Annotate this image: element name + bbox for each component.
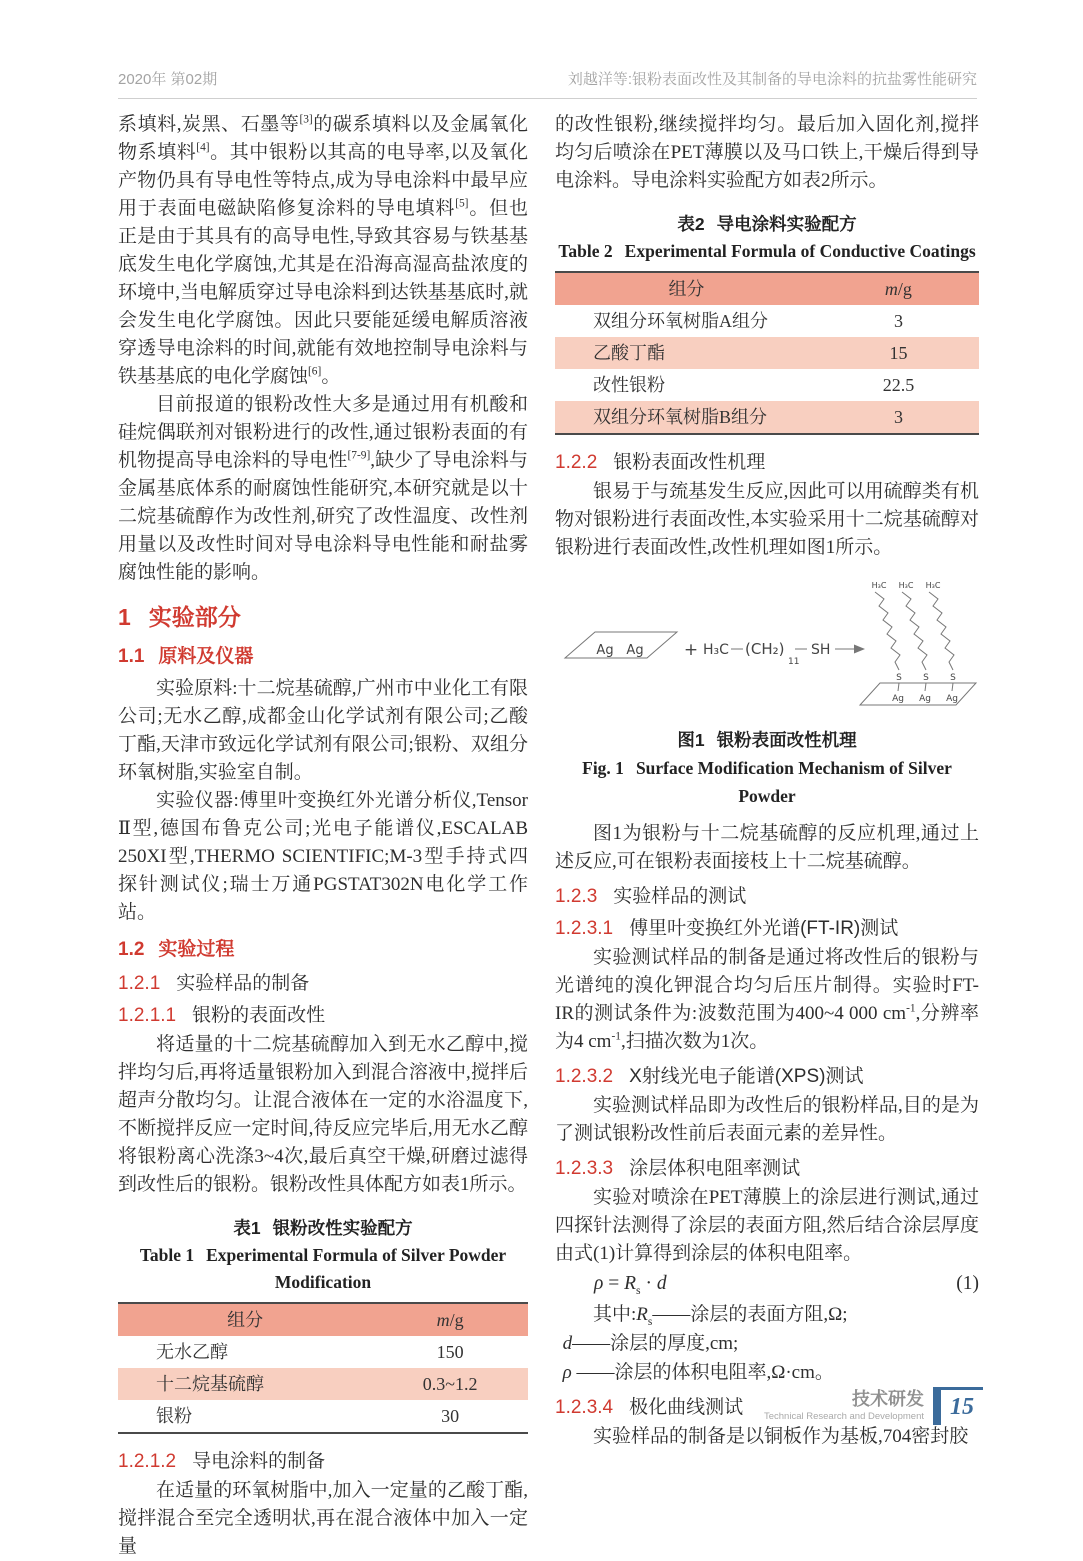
footer-label-en: Technical Research and Development: [763, 1411, 924, 1422]
issue-label: 2020年 第02期: [118, 71, 218, 88]
paragraph-materials: 实验原料:十二烷基硫醇,广州市中业化工有限公司;无水乙醇,成都金山化学试剂有限公司;乙酸丁酯,天津市致远化学试剂有限公司;银粉、双组分环氧树脂,实验室自制。: [118, 678, 528, 783]
figure1-scheme: [557, 574, 977, 716]
equation-1: [555, 1268, 979, 1300]
ch2-subscript: 11: [788, 657, 800, 667]
page-footer: [764, 1389, 983, 1425]
table1-caption: [118, 1215, 528, 1296]
cell-component: 银粉: [156, 1406, 192, 1426]
section-title: 极化曲线测试: [629, 1397, 744, 1418]
ag-label: Ag: [892, 694, 904, 704]
table1-header-row: [118, 1303, 528, 1336]
table-row: [118, 1336, 528, 1368]
section-heading-1-2-3: [555, 881, 979, 908]
right-column: [555, 111, 979, 1561]
section-heading-1-2-3-1: [555, 913, 979, 940]
table-row: [555, 305, 979, 337]
section-number: 1.2.1: [118, 973, 161, 994]
two-column-layout: [118, 99, 977, 1561]
figure1-caption-en: Fig. 1 Surface Modification Mechanism of Silver Powder: [582, 758, 952, 806]
cell-component: 无水乙醇: [156, 1342, 228, 1362]
section-number: 1.2.1.1: [118, 1005, 177, 1026]
footer-section-label: [764, 1389, 924, 1422]
left-column: [118, 111, 528, 1561]
paragraph-modification-mechanism: 银易于与巯基发生反应,因此可以用硫醇类有机物对银粉进行表面改性,本实验采用十二烷基硫醇对银粉进行表面改性,改性机理如图1所示。: [555, 481, 979, 558]
section-heading-1-2: [118, 934, 528, 961]
table2-caption: [555, 211, 979, 265]
figure1: [555, 574, 979, 810]
section-heading-1: [118, 599, 528, 632]
definition-rs: 其中$:R_s——$涂层的表面方阻,Ω;: [593, 1304, 848, 1328]
table2-col-mass: m/g: [818, 272, 979, 305]
table-row: [118, 1400, 528, 1433]
ch2-group-label: (CH₂): [745, 640, 785, 658]
sh-label: SH: [811, 642, 831, 658]
h3c-label: H₃C: [925, 581, 941, 590]
arrow-icon: [854, 645, 865, 654]
section-heading-1-2-3-3: [555, 1153, 979, 1180]
table-row: [118, 1368, 528, 1400]
table2-caption-zh: 表2 导电涂料实验配方: [677, 214, 857, 234]
h3c-label: H₃C: [703, 642, 729, 658]
section-number: 1.1: [118, 646, 145, 667]
table1-caption-en: Table 1 Experimental Formula of Silver Powder Modification: [139, 1245, 507, 1292]
section-number: 1.2: [118, 939, 145, 960]
table1-caption-zh: 表1 银粉改性实验配方: [233, 1218, 413, 1238]
ag-label: Ag: [919, 694, 931, 704]
section-title: 银粉的表面改性: [192, 1005, 326, 1026]
equation-expression: $\rho = R_s \cdot d$: [594, 1273, 667, 1297]
section-title: 傅里叶变换红外光谱(FT-IR)测试: [629, 918, 899, 939]
page-header: [118, 68, 977, 99]
figure1-caption-zh: 图1 银粉表面改性机理: [677, 730, 857, 750]
paragraph-resistivity: 实验对喷涂在PET薄膜上的涂层进行测试,通过四探针法测得了涂层的表面方阻,然后结合涂层厚度由式(1)计算得到涂层的体积电阻率。: [555, 1187, 979, 1264]
table1-col-mass: m/g: [372, 1303, 528, 1336]
section-title: 实验过程: [158, 939, 235, 960]
cell-mass: 3: [893, 407, 903, 427]
section-title: 银粉表面改性机理: [613, 452, 766, 473]
section-heading-1-1: [118, 641, 528, 668]
cell-component: 双组分环氧树脂A组分: [593, 311, 768, 331]
cell-mass: 22.5: [882, 375, 915, 395]
table2-col-component: 组分: [555, 272, 818, 305]
cell-mass: 30: [441, 1406, 460, 1426]
paragraph-coating-prep: 在适量的环氧树脂中,加入一定量的乙酸丁酯,搅拌混合至完全透明状,再在混合液体中加入一定量: [118, 1480, 528, 1557]
paragraph-instruments: 实验仪器:傅里叶变换红外光谱分析仪,Tensor Ⅱ型,德国布鲁克公司;光电子能谱仪,ESCALAB 250XI型,THERMO SCIENTIFIC;M-3型手持式四探针测试仪;瑞士万通PGSTAT302N电化学工作站。: [118, 790, 528, 923]
section-title: 实验部分: [148, 604, 241, 630]
section-number: 1.2.3.3: [555, 1158, 614, 1179]
footer-label-zh: 技术研发: [852, 1389, 924, 1409]
table2: [555, 271, 979, 435]
paragraph-intro-continued: 系填料,炭黑、石墨等[3]的碳系填料以及金属氧化物系填料[4]。其中银粉以其高的电导率,以及氧化产物仍具有导电性等特点,成为导电涂料中最早应用于表面电磁缺陷修复涂料的导电填料[5]。但也正是由于其具有的高导电性,导致其容易与铁基基底发生电化学腐蚀,尤其是在沿海高湿高盐浓度的环境中,当电解质穿过导电涂料到达铁基基底时,就会发生电化学腐蚀。因此只要能延缓电解质溶液穿透导电涂料的时间,就能有效地控制导电涂料与铁基基底的电化学腐蚀[6]。: [118, 113, 528, 387]
section-title: X射线光电子能谱(XPS)测试: [629, 1066, 864, 1087]
section-title: 原料及仪器: [158, 646, 254, 667]
paragraph-xps: 实验测试样品即为改性后的银粉样品,目的是为了测试银粉改性前后表面元素的差异性。: [555, 1095, 979, 1144]
sulfur-label: S: [950, 673, 956, 683]
paragraph-ftir: 实验测试样品的制备是通过将改性后的银粉与光谱纯的溴化钾混合均匀后压片制得。实验时FT-IR的测试条件为:波数范围为400~4 000 $cm^{-1}$,分辨率为4 $cm^{-1}$,扫描次数为1次。: [555, 947, 979, 1052]
section-number: 1.2.3.4: [555, 1397, 614, 1418]
ag-label: Ag: [596, 643, 614, 658]
section-number: 1: [118, 604, 131, 630]
cell-mass: 3: [893, 311, 903, 331]
section-heading-1-2-1-2: [118, 1446, 528, 1473]
section-title: 实验样品的制备: [176, 973, 310, 994]
cell-mass: 0.3~1.2: [422, 1374, 478, 1394]
definition-rho: ρ ——涂层的体积电阻率,Ω·cm。: [562, 1362, 834, 1383]
section-number: 1.2.3.2: [555, 1066, 614, 1087]
section-title: 涂层体积电阻率测试: [629, 1158, 801, 1179]
running-title: 刘越洋等:银粉表面改性及其制备的导电涂料的抗盐雾性能研究: [567, 71, 977, 88]
cell-mass: 150: [436, 1342, 464, 1362]
table2-caption-en: Table 2 Experimental Formula of Conductive Coatings: [558, 241, 976, 261]
h3c-label: H₃C: [871, 581, 887, 590]
section-title: 实验样品的测试: [613, 886, 747, 907]
figure1-caption: [555, 726, 979, 810]
section-title: 导电涂料的制备: [192, 1451, 326, 1472]
cell-component: 十二烷基硫醇: [156, 1374, 264, 1394]
table1-col-component: 组分: [118, 1303, 372, 1336]
h3c-label: H₃C: [898, 581, 914, 590]
page-number: 15: [950, 1394, 974, 1420]
table-row: [555, 337, 979, 369]
ag-label: Ag: [626, 643, 644, 658]
table1: [118, 1302, 528, 1434]
section-number: 1.2.3: [555, 886, 598, 907]
cell-mass: 15: [889, 343, 908, 363]
sulfur-label: S: [923, 673, 929, 683]
cell-component: 改性银粉: [593, 375, 665, 395]
paragraph-coating-prep-continued: 的改性银粉,继续搅拌均匀。最后加入固化剂,搅拌均匀后喷涂在PET薄膜以及马口铁上,干燥后得到导电涂料。导电涂料实验配方如表2所示。: [555, 114, 979, 191]
cell-component: 乙酸丁酯: [593, 343, 665, 363]
section-heading-1-2-1-1: [118, 1000, 528, 1027]
section-heading-1-2-1: [118, 968, 528, 995]
paragraph-polarization: 实验样品的制备是以铜板作为基板,704密封胶: [593, 1426, 969, 1447]
ag-label: Ag: [946, 694, 958, 704]
table-row: [555, 401, 979, 434]
paragraph-silver-modification: 将适量的十二烷基硫醇加入到无水乙醇中,搅拌均匀后,再将适量银粉加入到混合溶液中,搅拌后超声分散均匀。让混合液体在一定的水浴温度下,不断搅拌反应一定时间,待反应完毕后,用无水乙醇将银粉离心洗涤3~4次,最后真空干燥,研磨过滤得到改性后的银粉。银粉改性具体配方如表1所示。: [118, 1034, 528, 1195]
section-number: 1.2.3.1: [555, 918, 614, 939]
definition-d: d——涂层的厚度,cm;: [562, 1333, 739, 1354]
plus-sign: +: [683, 640, 699, 660]
sulfur-label: S: [896, 673, 902, 683]
section-number: 1.2.1.2: [118, 1451, 177, 1472]
table-row: [555, 369, 979, 401]
cell-component: 双组分环氧树脂B组分: [593, 407, 768, 427]
paragraph-intro-2: 目前报道的银粉改性大多是通过用有机酸和硅烷偶联剂对银粉进行的改性,通过银粉表面的有机物提高导电涂料的导电性[7-9],缺少了导电涂料与金属基底体系的耐腐蚀性能研究,本研究就是以十二烷基硫醇作为改性剂,研究了改性温度、改性剂用量以及改性时间对导电涂料导电性能和耐盐雾腐蚀性能的影响。: [118, 394, 528, 583]
section-heading-1-2-2: [555, 447, 979, 474]
equation-number: (1): [956, 1273, 979, 1294]
page-number-badge: [933, 1387, 983, 1425]
table2-header-row: [555, 272, 979, 305]
paragraph-figure1-discussion: 图1为银粉与十二烷基硫醇的反应机理,通过上述反应,可在银粉表面接枝上十二烷基硫醇。: [555, 823, 979, 872]
section-number: 1.2.2: [555, 452, 598, 473]
section-heading-1-2-3-2: [555, 1061, 979, 1088]
